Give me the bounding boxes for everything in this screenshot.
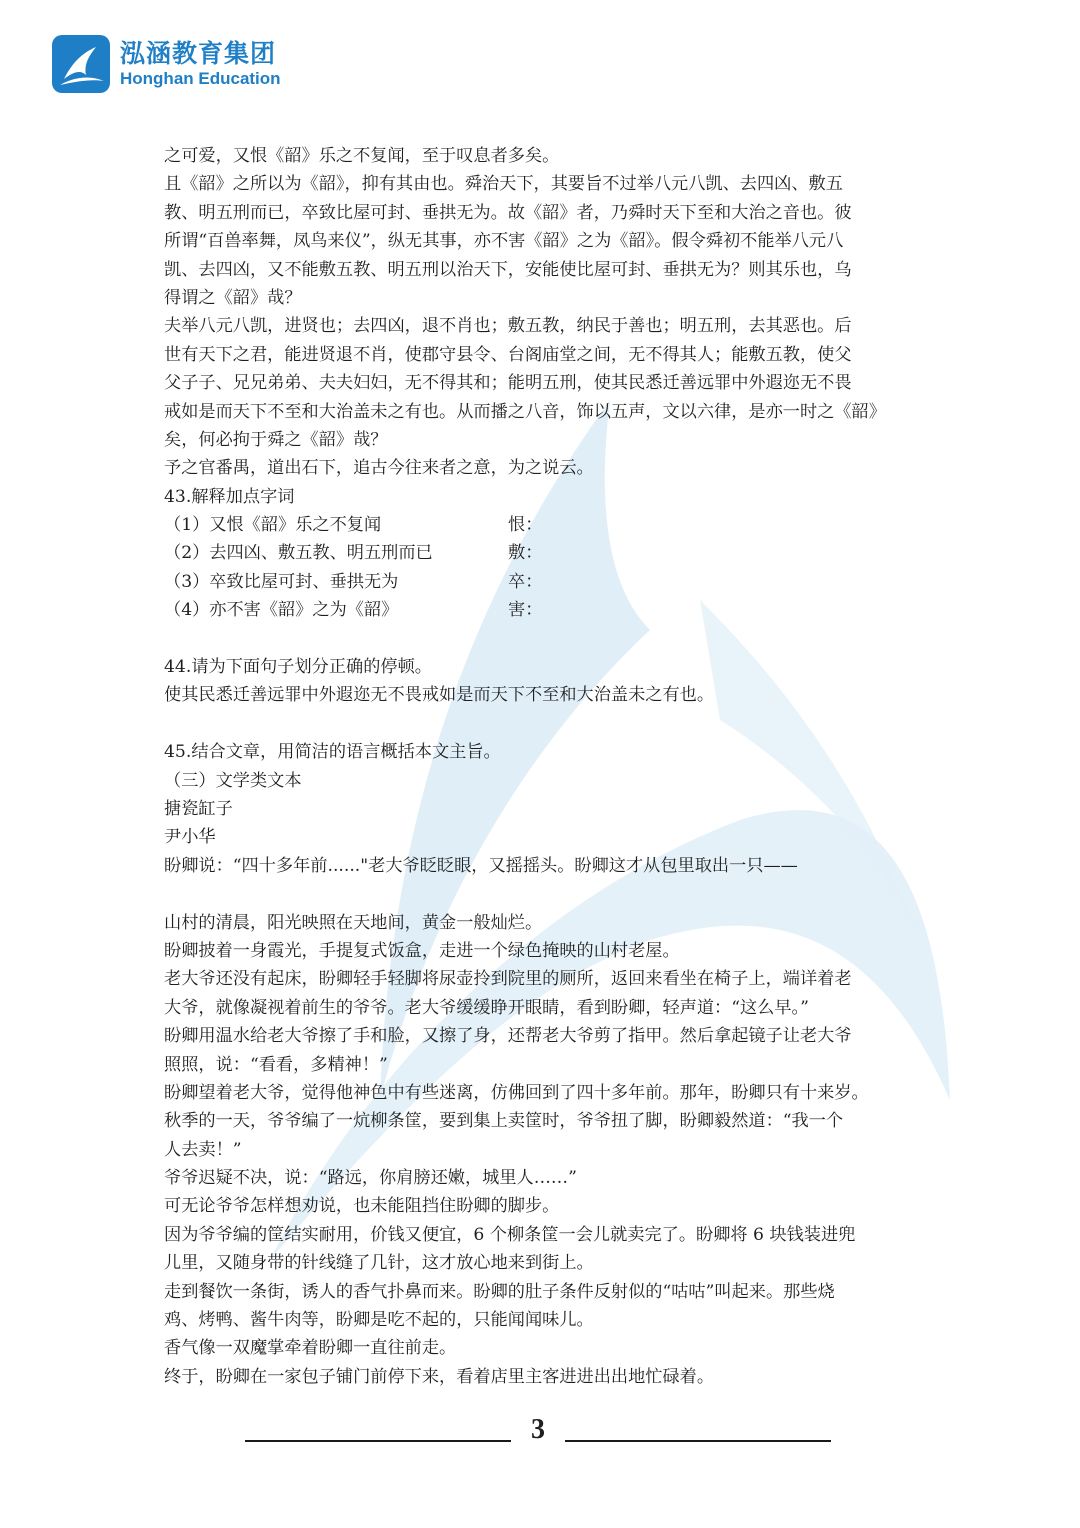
- q43-item-answer-label: 敷：: [508, 543, 543, 564]
- text-line: 鸡、烤鸭、酱牛肉等，盼卿是吃不起的，只能闻闻味儿。: [164, 1310, 594, 1331]
- question-43-title: 43.解释加点字词: [164, 486, 295, 507]
- text-line: 予之官番禺，道出石下，追古今往来者之意，为之说云。: [164, 458, 594, 479]
- text-line: 照照，说：“看看，多精神！”: [164, 1054, 388, 1075]
- text-line: 山村的清晨，阳光映照在天地间，黄金一般灿烂。: [164, 912, 543, 933]
- text-line: 终于，盼卿在一家包子铺门前停下来，看着店里主客进进出出地忙碌着。: [164, 1366, 715, 1387]
- question-45-title: 45.结合文章，用简洁的语言概括本文主旨。: [164, 742, 501, 763]
- q43-item: [164, 539, 924, 567]
- text-line: 因为爷爷编的筐结实耐用，价钱又便宜，6 个柳条筐一会儿就卖完了。盼卿将 6 块钱装进兜: [164, 1224, 856, 1245]
- brand-name-chinese: 泓涵教育集团: [120, 39, 277, 68]
- q43-item-answer-label: 恨：: [508, 515, 543, 536]
- q43-item-text: （1）又恨《韶》乐之不复闻: [164, 515, 382, 536]
- text-line: 大爷，就像凝视着前生的爷爷。老大爷缓缓睁开眼睛，看到盼卿，轻声道：“这么早。”: [164, 997, 809, 1018]
- brand-name-english: Honghan Education: [120, 69, 281, 88]
- text-line: 走到餐饮一条街，诱人的香气扑鼻而来。盼卿的肚子条件反射似的“咕咕”叫起来。那些烧: [164, 1281, 835, 1302]
- footer-rule-right: [565, 1440, 831, 1442]
- brand-header: [52, 33, 281, 95]
- text-line: 盼卿披着一身霞光，手提复式饭盒，走进一个绿色掩映的山村老屋。: [164, 940, 680, 961]
- section-heading: （三）文学类文本: [164, 770, 302, 791]
- document-body: [164, 142, 924, 1391]
- text-line: 之可爱，又恨《韶》乐之不复闻，至于叹息者多矣。: [164, 146, 560, 166]
- text-line: 可无论爷爷怎样想劝说，也未能阻挡住盼卿的脚步。: [164, 1196, 560, 1217]
- text-line: 夫举八元八凯，进贤也；去四凶，退不肖也；敷五教，纳民于善也；明五刑，去其恶也。后: [164, 316, 852, 337]
- question-44-sentence: 使其民悉迁善远罪中外遐迩无不畏戒如是而天下不至和大治盖未之有也。: [164, 685, 715, 706]
- text-line: 人去卖！”: [164, 1139, 242, 1160]
- q43-item-text: （4）亦不害《韶》之为《韶》: [164, 600, 399, 621]
- text-line: 盼卿说：“四十多年前......"老大爷眨眨眼，又摇摇头。盼卿这才从包里取出一只——: [164, 855, 798, 876]
- text-line: 儿里，又随身带的针线缝了几针，这才放心地来到街上。: [164, 1253, 594, 1274]
- q43-item: [164, 596, 924, 624]
- text-line: 香气像一双魔掌牵着盼卿一直往前走。: [164, 1338, 457, 1359]
- q43-item-text: （2）去四凶、敷五教、明五刑而已: [164, 543, 433, 564]
- story-author: 尹小华: [164, 827, 216, 848]
- q43-item: [164, 511, 924, 539]
- text-line: 所谓“百兽率舞，凤鸟来仪”，纵无其事，亦不害《韶》之为《韶》。假令舜初不能举八元八: [164, 231, 844, 252]
- story-title: 搪瓷缸子: [164, 798, 233, 819]
- q43-item-answer-label: 害：: [508, 600, 543, 621]
- q43-item: [164, 568, 924, 596]
- q43-item-answer-label: 卒：: [508, 571, 543, 592]
- page-number: 3: [531, 1414, 545, 1445]
- dolphin-logo-icon: [52, 35, 110, 93]
- footer-rule-left: [245, 1440, 511, 1442]
- text-line: 且《韶》之所以为《韶》，抑有其由也。舜治天下，其要旨不过举八元八凯、去四凶、敷五: [164, 174, 843, 195]
- text-line: 盼卿望着老大爷，觉得他神色中有些迷离，仿佛回到了四十多年前。那年，盼卿只有十来岁。: [164, 1082, 869, 1103]
- text-line: 爷爷迟疑不决，说：“路远，你肩膀还嫩，城里人……”: [164, 1168, 577, 1189]
- text-line: 老大爷还没有起床，盼卿轻手轻脚将尿壶拎到院里的厕所，返回来看坐在椅子上，端详着老: [164, 969, 852, 990]
- text-line: 秋季的一天，爷爷编了一炕柳条筐，要到集上卖筐时，爷爷扭了脚，盼卿毅然道：“我一个: [164, 1111, 844, 1132]
- page-footer: [245, 1414, 831, 1454]
- text-line: 父子子、兄兄弟弟、夫夫妇妇，无不得其和；能明五刑，使其民悉迁善远罪中外遐迩无不畏: [164, 373, 852, 394]
- text-line: 盼卿用温水给老大爷擦了手和脸，又擦了身，还帮老大爷剪了指甲。然后拿起镜子让老大爷: [164, 1026, 852, 1047]
- question-44-title: 44.请为下面句子划分正确的停顿。: [164, 657, 432, 678]
- text-line: 戒如是而天下不至和大治盖未之有也。从而播之八音，饰以五声，文以六律，是亦一时之《韶》: [164, 401, 886, 422]
- text-line: 矣，何必拘于舜之《韶》哉？: [164, 429, 388, 450]
- text-line: 教、明五刑而已，卒致比屋可封、垂拱无为。故《韶》者，乃舜时天下至和大治之音也。彼: [164, 202, 852, 223]
- q43-item-text: （3）卒致比屋可封、垂拱无为: [164, 571, 399, 592]
- text-line: 凯、去四凶，又不能敷五教、明五刑以治天下，安能使比屋可封、垂拱无为？则其乐也，乌: [164, 259, 852, 280]
- text-line: 得谓之《韶》哉？: [164, 287, 302, 308]
- text-line: 世有天下之君，能进贤退不肖，使郡守县令、台阁庙堂之间，无不得其人；能敷五教，使父: [164, 344, 852, 365]
